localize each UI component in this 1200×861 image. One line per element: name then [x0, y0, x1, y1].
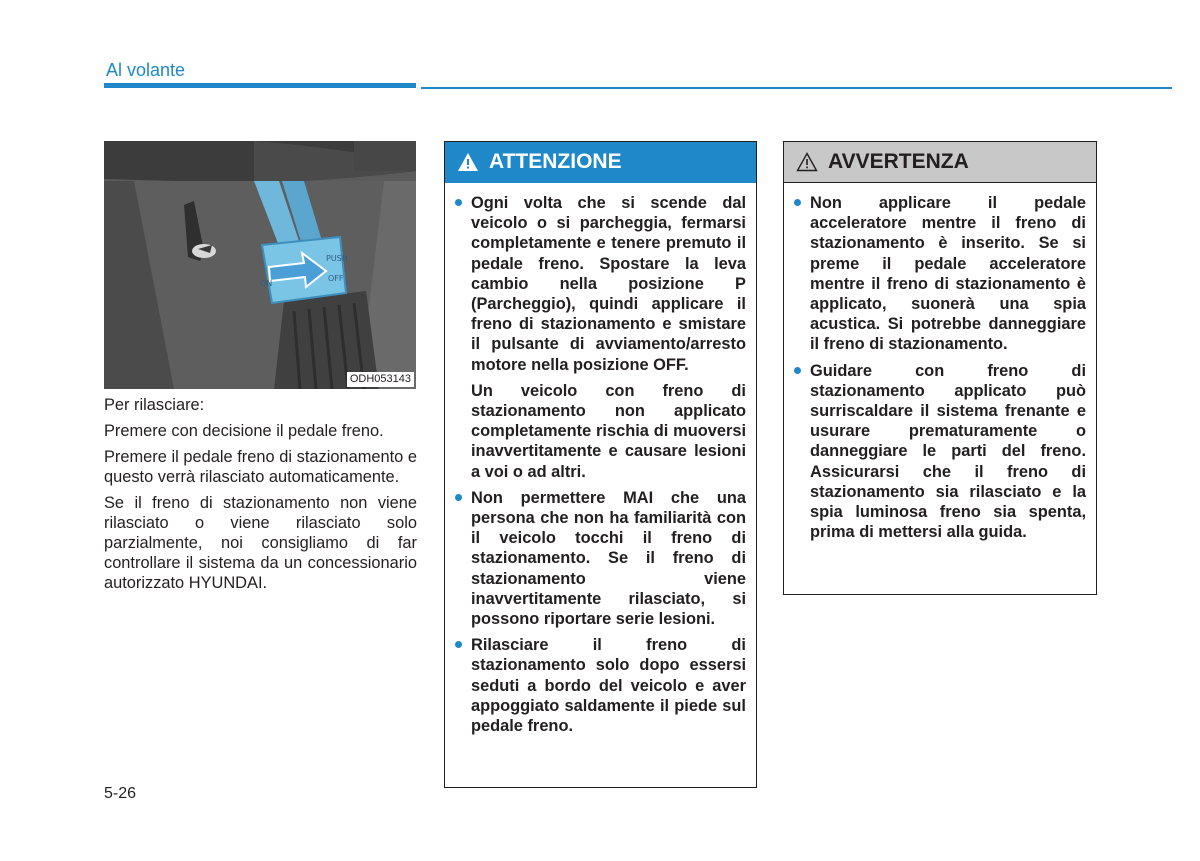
left-paragraph: Per rilasciare:	[104, 396, 205, 414]
caution-triangle-icon	[796, 152, 818, 172]
header-rule-thick	[104, 83, 416, 88]
bullet-icon	[455, 494, 462, 501]
avvertenza-box	[783, 141, 1097, 595]
list-item	[455, 488, 746, 629]
left-paragraph: Se il freno di stazionamento non viene rilasciato o viene rilasciato solo parzialmente, noi consigliamo di far controllare il sistema da un concessionario autorizzato HYUNDAI.	[104, 494, 417, 592]
item-paragraph: Non applicare il pedale acceleratore mentre il freno di stazionamento è inserito. Se si preme il pedale acceleratore mentre il freno di stazionamento è applicato, suonerà una spia acustica. Si potrebbe danneggiare il freno di stazionamento.	[810, 194, 1086, 354]
warning-triangle-icon	[457, 152, 479, 172]
section-title: Al volante	[106, 60, 186, 80]
pedal-drawing	[104, 141, 416, 389]
list-item	[794, 361, 1086, 543]
left-paragraph: Premere con decisione il pedale freno.	[104, 422, 384, 440]
item-paragraph: Ogni volta che si scende dal veicolo o si parcheggia, fermarsi completamente e tenere premuto il pedale freno. Spostare la leva cambio nella posizione P (Parcheggio), quindi applicare il freno di stazionamento e smistare il pulsante di avviamento/arresto motore nella posizione OFF.	[471, 194, 746, 374]
bullet-icon	[794, 367, 801, 374]
pedal-label-off: OFF	[328, 274, 344, 283]
left-paragraph: Premere il pedale freno di stazionamento e questo verrà rilasciato automaticamente.	[104, 448, 417, 486]
avvertenza-header	[784, 142, 1096, 183]
release-instructions	[104, 395, 417, 599]
avvertenza-body	[784, 183, 1096, 542]
item-paragraph: Non permettere MAI che una persona che non ha familiarità con il veicolo tocchi il freno di stazionamento. Se il freno di stazionamento viene inavvertitamente rilasciato, si possono riportare serie lesioni.	[471, 488, 746, 629]
attenzione-body	[445, 183, 756, 736]
page-number: 5-26	[104, 785, 137, 802]
list-item	[455, 635, 746, 736]
bullet-icon	[455, 199, 462, 206]
pedal-label-on: ON	[260, 279, 273, 288]
parking-brake-illustration	[104, 141, 416, 389]
pedal-label-push: PUSH	[326, 254, 348, 263]
bullet-icon	[455, 641, 462, 648]
item-paragraph: Un veicolo con freno di stazionamento non applicato completamente rischia di muoversi inavvertitamente e causare lesioni a voi o ad altri.	[471, 381, 746, 481]
list-item	[794, 193, 1086, 355]
header-rule-thin	[421, 87, 1172, 89]
attenzione-header	[445, 142, 756, 183]
attenzione-title: ATTENZIONE	[489, 150, 622, 173]
avvertenza-title: AVVERTENZA	[828, 150, 969, 173]
bullet-icon	[794, 199, 801, 206]
list-item	[455, 193, 746, 482]
item-paragraph: Guidare con freno di stazionamento applicato può surriscaldare il sistema frenante e usurare prematuramente o danneggiare le parti del freno. Assicurarsi che il freno di stazionamento sia rilasciato e la spia luminosa freno sia spenta, prima di mettersi alla guida.	[810, 361, 1086, 542]
figure-code: ODH053143	[347, 372, 414, 387]
item-paragraph: Rilasciare il freno di stazionamento solo dopo essersi seduti a bordo del veicolo e aver appoggiato saldamente il piede sul pedale freno.	[471, 636, 746, 736]
attenzione-box	[444, 141, 757, 788]
